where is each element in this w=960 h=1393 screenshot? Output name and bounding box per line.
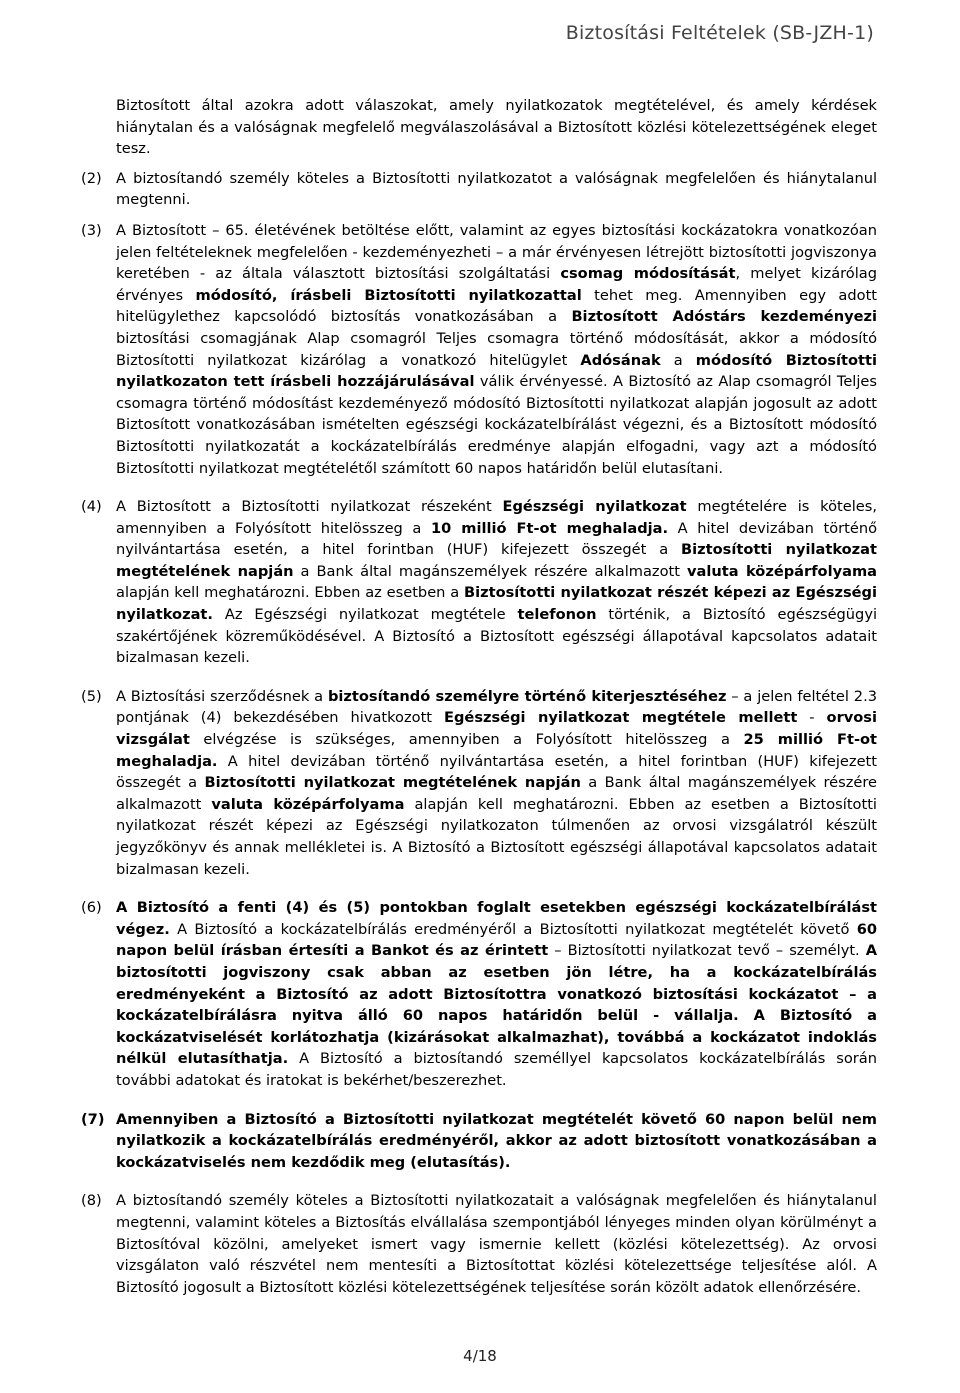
- bold-text: A Biztosító a fenti (4) és (5) pontokban foglalt esetekben egészségi kockázatelbírálást végez.: [116, 899, 877, 938]
- paragraph-number: (2): [81, 169, 102, 187]
- bold-text: Biztosítotti nyilatkozat megtételének napján: [116, 541, 877, 580]
- paragraph-5: [81, 686, 877, 880]
- text-run: biztosítási csomagjának Alap csomagról Teljes csomagra történő módosítását, akkor a módosító Biztosítotti nyilatkozat kizárólag a vonatkozó hitelügylet: [116, 329, 877, 369]
- text-run: válik érvényessé. A Biztosító az Alap csomagról Teljes csomagra történő módosítást kezdeményező módosító Biztosítotti nyilatkozat alapján jogosult az adott Biztosított vonatkozásában ismételten egészségi kockázatelbírálást végezni, és a Biztosított módosító Biztosítotti nyilatkozatát a kockázatelbírálás eredménye alapján elfogadni, vagy azt a módosító Biztosítotti nyilatkozat megtételétől számított 60 napos határidőn belül elutasítani.: [116, 373, 877, 477]
- paragraph-text: [116, 1109, 877, 1174]
- paragraph-2: [81, 168, 877, 211]
- paragraph-6: [81, 897, 877, 1091]
- bold-text: Biztosított Adóstárs kezdeményezi: [571, 308, 877, 326]
- text-run: alapján kell meghatározni. Ebben az esetben a Biztosítotti nyilatkozat részét képezi az Egészségi nyilatkozaton túlmenően az orvosi vizsgálatról készült jegyzőkönyv és annak mellékletei is. A Biztosító a Biztosított egészségi állapotával kapcsolatos adatait bizalmasan kezeli.: [116, 795, 877, 878]
- paragraph-number: (6): [81, 899, 102, 917]
- text-run: A hitel devizában történő nyilvántartása esetén, a hitel forintban (HUF) kifejezett összegét a: [116, 519, 878, 559]
- bold-text: 60 napon belül írásban értesíti a Bankot és az érintett: [116, 920, 877, 960]
- document-header-title: Biztosítási Feltételek (SB-JZH-1): [565, 22, 874, 44]
- text-run: A Biztosító a kockázatelbírálás eredményéről a Biztosítotti nyilatkozat megtételét követő: [169, 920, 857, 938]
- text-run: elvégzése is szükséges, amennyiben a Folyósított hitelösszeg a: [189, 731, 744, 749]
- bold-text: módosító, írásbeli Biztosítotti nyilatkozattal: [195, 286, 582, 304]
- text-run: a: [660, 351, 696, 369]
- text-run: -: [797, 709, 827, 727]
- text-run: Biztosított által azokra adott válaszokat, amely nyilatkozatok megtételével, és amely kérdések hiánytalan és a valóságnak megfelelő megválaszolásával a Biztosított közlési kötelezettségének eleget tesz.: [116, 97, 877, 158]
- bold-text: módosító Biztosítotti nyilatkozaton tett írásbeli hozzájárulásával: [116, 351, 877, 391]
- text-run: megtételére is köteles, amennyiben a Folyósított hitelösszeg a: [116, 498, 877, 537]
- paragraph-text: [116, 1190, 877, 1298]
- bold-text: Egészségi nyilatkozat: [502, 498, 687, 516]
- paragraph-8: [81, 1190, 877, 1298]
- bold-text: orvosi vizsgálat: [116, 709, 877, 749]
- text-run: a Bank által magánszemélyek részére alkalmazott: [293, 562, 687, 580]
- bold-text: csomag módosítását: [560, 265, 736, 283]
- bold-text: A biztosítotti jogviszony csak abban az esetben jön létre, ha a kockázatelbírálás eredményeként a Biztosító az adott Biztosítottra vonatkozó biztosítási kockázatot – a kockázatelbírálásra nyitva álló 60 napos határidőn belül - vállalja. A Biztosító a kockázatviselését korlátozhatja (kizárásokat alkalmazhat), továbbá a kockázatot indoklás nélkül elutasíthatja.: [116, 942, 877, 1068]
- paragraph-text: [116, 496, 877, 669]
- bold-text: Adósának: [580, 351, 661, 369]
- paragraph-number: (8): [81, 1192, 102, 1210]
- paragraph-number: (3): [81, 221, 102, 239]
- bold-text: 25 millió Ft-ot meghaladja.: [116, 731, 877, 770]
- text-run: A Biztosítási szerződésnek a: [116, 687, 328, 705]
- paragraph-number: (5): [81, 687, 102, 705]
- text-run: – Biztosítotti nyilatkozat tevő – személyt.: [548, 942, 866, 960]
- text-run: A biztosítandó személy köteles a Biztosítotti nyilatkozatot a valóságnak megfelelően és hiánytalanul megtenni.: [116, 169, 877, 209]
- text-run: A Biztosító a biztosítandó személlyel kapcsolatos kockázatelbírálás során további adatokat és iratokat is bekérhet/beszerezhet.: [116, 1050, 877, 1089]
- bold-text: 10 millió Ft-ot meghaladja.: [430, 519, 669, 537]
- paragraph-text: [116, 95, 877, 160]
- text-run: – a jelen feltétel 2.3 pontjának (4) bekezdésében hivatkozott: [116, 687, 877, 727]
- text-run: A Biztosított – 65. életévének betöltése előtt, valamint az egyes biztosítási kockázatokra vonatkozóan jelen feltételeknek megfelelően - kezdeményezheti – a már érvényesen létrejött biztosítotti jogviszonya keretében - az általa választott biztosítási szolgáltatási: [116, 221, 877, 283]
- page-number: 4/18: [463, 1347, 497, 1365]
- paragraph-text: [116, 897, 877, 1091]
- paragraph-4: [81, 496, 877, 669]
- document-body: [81, 95, 877, 1315]
- paragraph-number: (7): [81, 1110, 105, 1128]
- paragraph-number: (4): [81, 498, 102, 516]
- bold-text: Egészségi nyilatkozat megtétele mellett: [444, 709, 798, 727]
- paragraph-3: [81, 220, 877, 479]
- text-run: történik, a Biztosító egészségügyi szakértőjének közreműködésével. A Biztosító a Biztosított egészségi állapotával kapcsolatos adatait bizalmasan kezeli.: [116, 606, 878, 667]
- paragraph-text: [116, 168, 877, 211]
- paragraph-text: [116, 686, 877, 880]
- text-run: A Biztosított a Biztosítotti nyilatkozat részeként: [116, 498, 503, 516]
- bold-text: Biztosítotti nyilatkozat megtételének napján: [204, 774, 581, 792]
- text-run: tehet meg. Amennyiben egy adott hitelügylethez kapcsolódó biztosítás vonatkozásában a: [116, 286, 878, 326]
- bold-text: telefonon: [517, 606, 597, 624]
- text-run: Az Egészségi nyilatkozat megtétele: [212, 606, 518, 624]
- text-run: alapján kell meghatározni. Ebben az esetben a: [116, 584, 464, 602]
- bold-text: valuta középárfolyama: [686, 562, 877, 580]
- text-run: A hitel devizában történő nyilvántartása esetén, a hitel forintban (HUF) kifejezett összegét a: [116, 752, 877, 792]
- bold-text: Amennyiben a Biztosító a Biztosítotti nyilatkozat megtételét követő 60 napon belül nem nyilatkozik a kockázatelbírálás eredményéről, akkor az adott biztosított vonatkozásában a kockázatviselés nem kezdődik meg (elutasítás).: [116, 1110, 877, 1171]
- paragraph-text: [116, 220, 877, 479]
- bold-text: biztosítandó személyre történő kiterjesztéséhez: [327, 687, 727, 705]
- paragraph-7: [81, 1109, 877, 1174]
- bold-text: Biztosítotti nyilatkozat részét képezi az Egészségi nyilatkozat.: [116, 584, 878, 624]
- text-run: A biztosítandó személy köteles a Biztosítotti nyilatkozatait a valóságnak megfelelően és hiánytalanul megtenni, valamint köteles a Biztosítás elvállalása szempontjából lényeges minden olyan körülményt a Biztosítóval közölni, amelyeket ismert vagy ismernie kellett (közlési kötelezettség). Az orvosi vizsgálaton való részvétel nem mentesíti a Biztosítottat közlési kötelezettsége teljesítése alól. A Biztosító jogosult a Biztosított közlési kötelezettségének teljesítése során közölt adatok ellenőrzésére.: [116, 1192, 877, 1296]
- bold-text: valuta középárfolyama: [211, 795, 405, 813]
- text-run: , melyet kizárólag érvényes: [116, 265, 878, 304]
- paragraph-1: [81, 95, 877, 160]
- text-run: a Bank által magánszemélyek részére alkalmazott: [116, 774, 877, 813]
